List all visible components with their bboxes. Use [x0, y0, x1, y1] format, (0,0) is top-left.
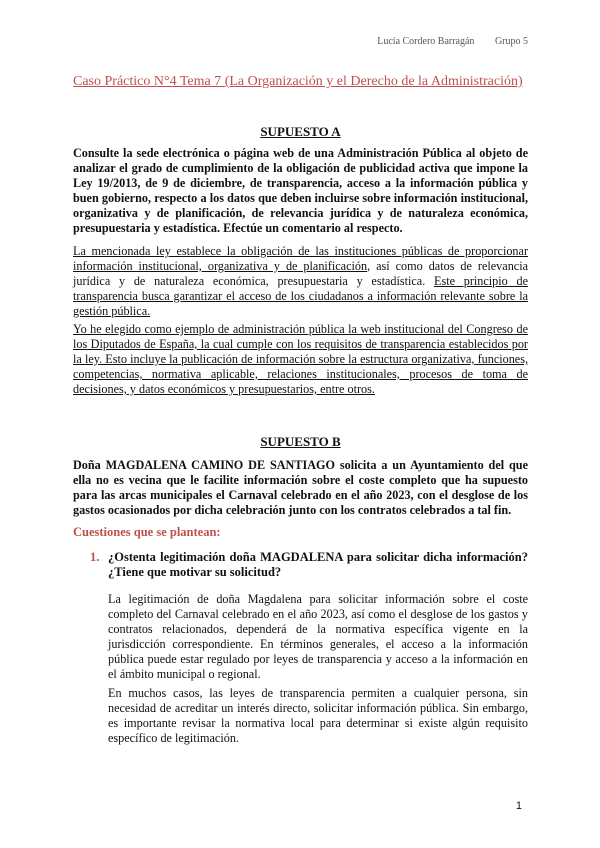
document-title: Caso Práctico N°4 Tema 7 (La Organización y el Derecho de la Administración): [73, 74, 523, 89]
header-author: Lucía Cordero Barragán: [377, 36, 475, 47]
questions-heading: Cuestiones que se plantean:: [73, 525, 221, 539]
supuesto-a-heading: SUPUESTO A: [260, 124, 341, 139]
supuesto-a-paragraph-2: Yo he elegido como ejemplo de administración pública la web institucional del Congreso de los Diputados de España, la cual cumple con los requisitos de transparencia establecidos por la ley. Esto incluye la publicación de información sobre la estructura organizativa, funciones, competencias, normativa aplicable, relaciones institucionales, procesos de toma de decisiones, y datos económicos y presupuestarios, entre otros.: [73, 322, 528, 396]
supuesto-a-prompt: Consulte la sede electrónica o página web de una Administración Pública al objeto de analizar el grado de cumplimiento de la obligación de publicidad activa que impone la Ley 19/2013, de 9 de diciembre, de transparencia, acceso a la información pública y buen gobierno, respecto a los datos que deben incluirse sobre información institucional, organizativa y de planificación, de relevancia jurídica y de naturaleza económica, presupuestaria y estadística. Efectúe un comentario al respecto.: [73, 146, 528, 235]
supuesto-a-paragraph-1: [73, 244, 528, 319]
para1-underlined-2: Este principio de transparencia busca garantizar el acceso de los ciudadanos a información relevante sobre la gestión pública.: [73, 274, 528, 318]
question-1-text: ¿Ostenta legitimación doña MAGDALENA para solicitar dicha información? ¿Tiene que motivar su solicitud?: [108, 550, 528, 579]
answer-1-paragraph-1: La legitimación de doña Magdalena para solicitar información sobre el coste completo del Carnaval celebrado en el año 2023, así como el desglose de los gastos y contratos relacionados, dependerá de la normativa específica vigente en la jurisdicción correspondiente. En términos generales, el acceso a la información pública puede estar regulado por leyes de transparencia y acceso a la información en el ámbito municipal o regional.: [108, 592, 528, 681]
supuesto-b-heading: SUPUESTO B: [260, 434, 341, 449]
page-header: [359, 36, 528, 47]
answer-1-paragraph-2: En muchos casos, las leyes de transparencia permiten a cualquier persona, sin necesidad de acreditar un interés directo, solicitar información pública. Sin embargo, es importante revisar la normativa local para determinar si existe algún requisito específico de legitimación.: [108, 686, 528, 745]
page-number: 1: [515, 800, 522, 812]
para1-plain: , así como datos de relevancia jurídica y de naturaleza económica, presupuestaria y estadística.: [73, 259, 528, 288]
question-1-number: 1.: [90, 550, 100, 564]
para1-underlined-1: La mencionada ley establece la obligación de las instituciones públicas de proporcionar información institucional, organizativa y de planificación: [73, 244, 528, 273]
supuesto-b-prompt: Doña MAGDALENA CAMINO DE SANTIAGO solicita a un Ayuntamiento del que ella no es vecina que le facilite información sobre el coste completo que ha supuesto para las arcas municipales el Carnaval celebrado en el año 2023, con el desglose de los gastos ocasionados por dicha celebración junto con los contratos celebrados a tal fin.: [73, 458, 528, 517]
header-group: Grupo 5: [494, 36, 528, 47]
